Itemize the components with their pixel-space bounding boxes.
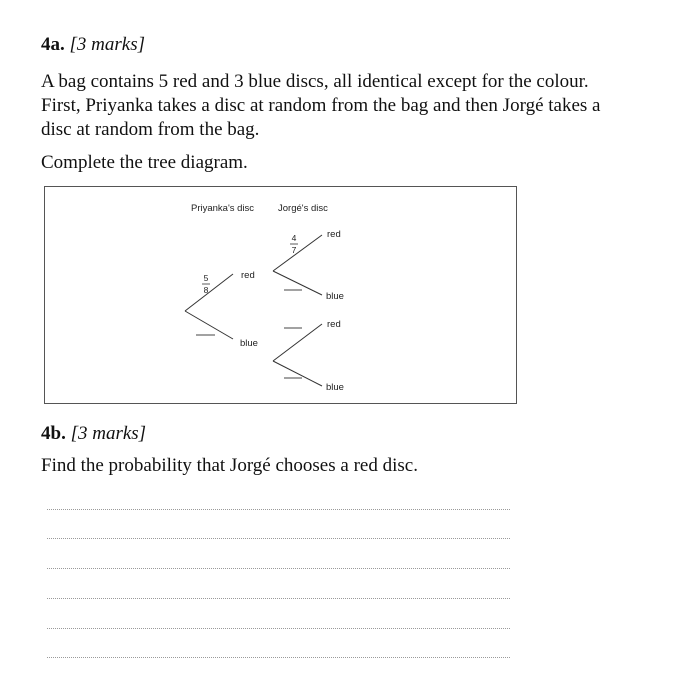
prob-red-red-fraction [290,233,298,255]
branch-red-blue [273,271,322,295]
question-4a-instruction: Complete the tree diagram. [41,152,248,173]
label-first-red: red [241,270,255,281]
label-first-blue: blue [240,338,258,349]
branch-blue-blue [273,361,322,386]
label-blue-blue: blue [326,382,344,393]
prob-first-red-fraction [202,273,210,295]
question-4a-text-line-1: A bag contains 5 red and 3 blue discs, all identical except for the colour. [41,71,589,92]
prob-red-red-denominator: 7 [291,245,297,255]
branch-red-red [273,235,322,271]
label-red-red: red [327,229,341,240]
branch-blue-red [273,324,322,361]
answer-line[interactable] [47,628,510,629]
prob-red-red-numerator: 4 [291,233,297,243]
question-4a-text-line-3: disc at random from the bag. [41,119,260,140]
header-jorge: Jorgé's disc [278,203,328,214]
answer-line[interactable] [47,598,510,599]
prob-first-red-denominator: 8 [203,285,209,295]
tree-diagram-box [44,186,517,404]
question-4a-number: 4a. [41,34,65,55]
question-4b-marks: [3 marks] [70,423,147,444]
prob-first-red-numerator: 5 [203,273,209,283]
question-4b-number: 4b. [41,423,66,444]
branch-first-red [185,274,233,311]
question-4a-marks: [3 marks] [69,34,145,55]
question-4b-heading [41,423,146,445]
answer-line[interactable] [47,509,510,510]
question-4a-text-line-2: First, Priyanka takes a disc at random from the bag and then Jorgé takes a [41,95,601,116]
answer-line[interactable] [47,657,510,658]
answer-line[interactable] [47,538,510,539]
answer-line[interactable] [47,568,510,569]
header-priyanka: Priyanka's disc [191,203,255,214]
question-4b-text: Find the probability that Jorgé chooses a red disc. [41,455,418,476]
question-4a-heading [41,34,145,56]
label-red-blue: blue [326,291,344,302]
tree-diagram [45,187,518,405]
label-blue-red: red [327,319,341,330]
